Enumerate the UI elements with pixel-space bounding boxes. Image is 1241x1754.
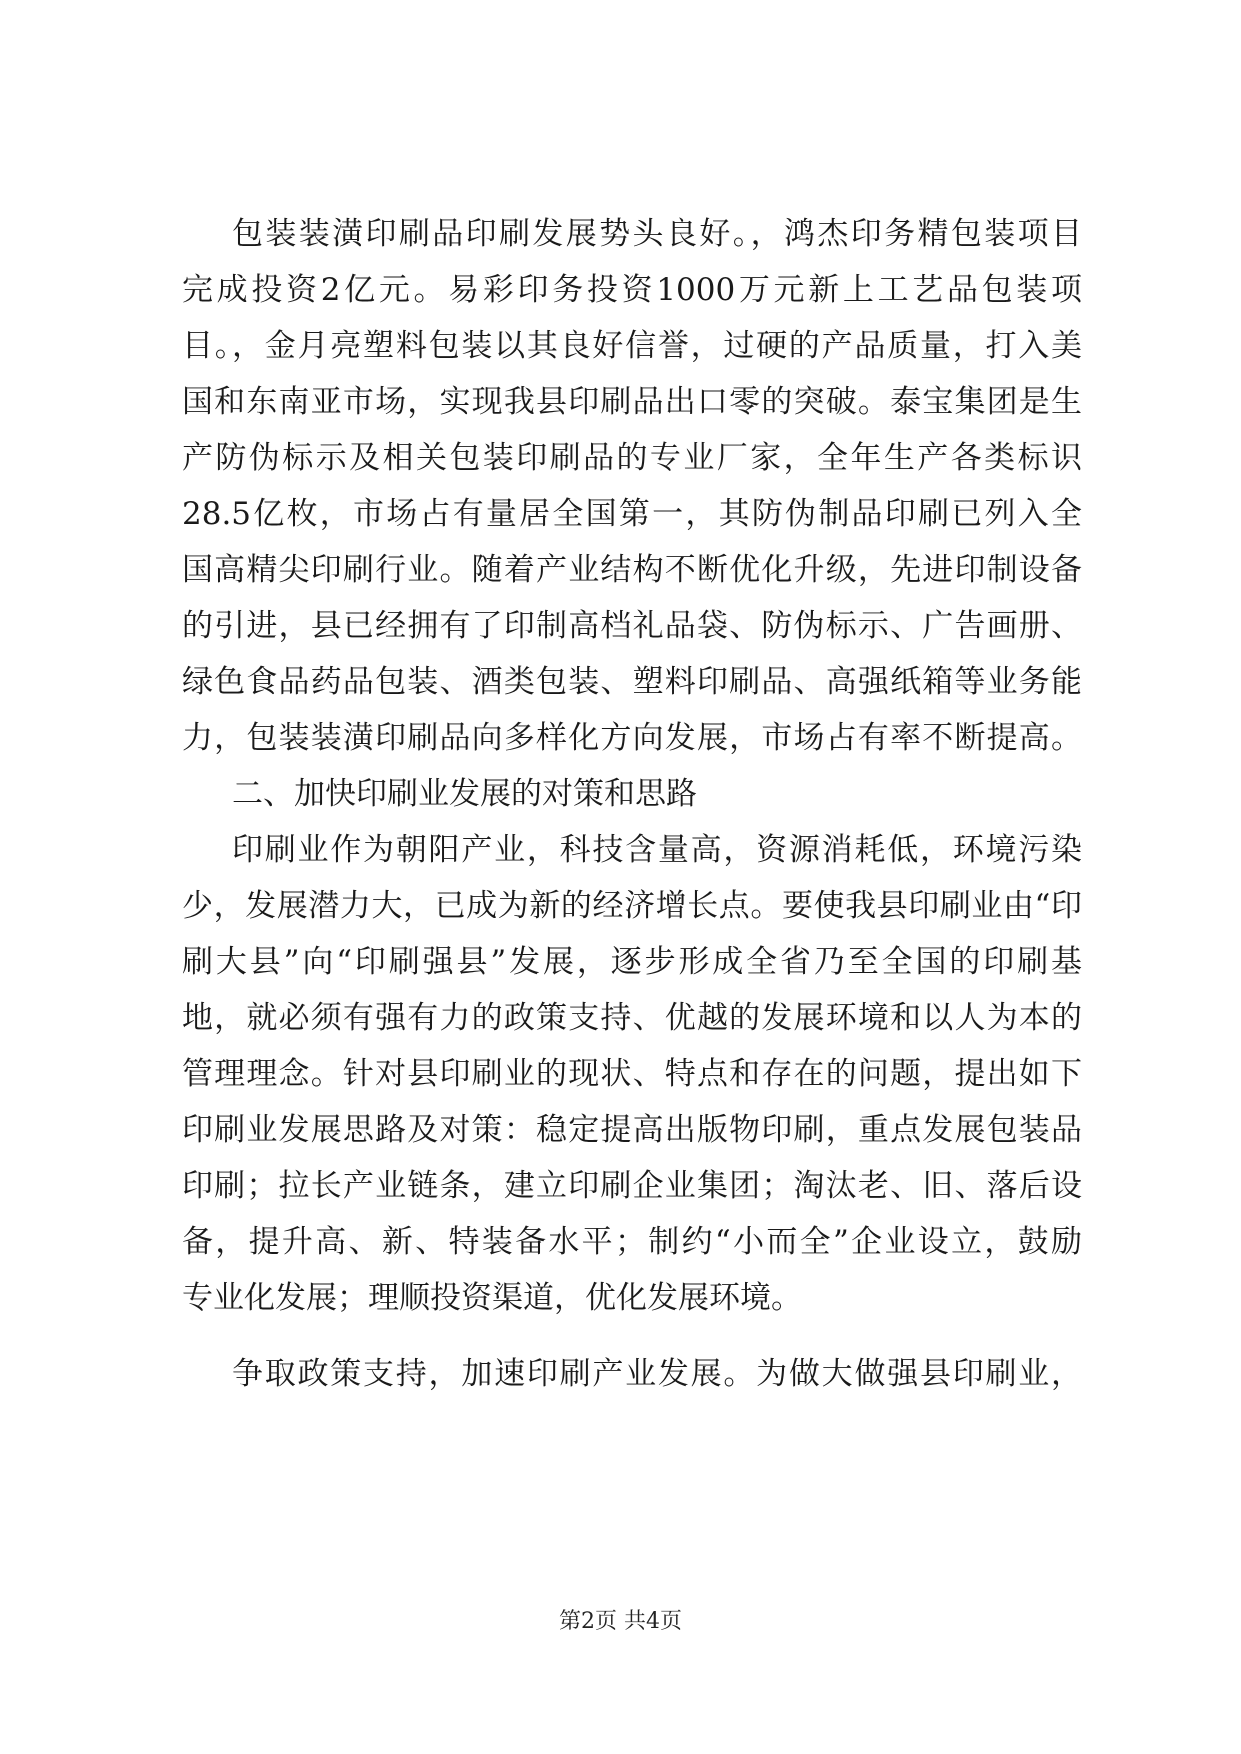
paragraph-line: 刷大县”向“印刷强县”发展，逐步形成全省乃至全国的印刷基 [182, 944, 1082, 980]
paragraph-line: 管理理念。针对县印刷业的现状、特点和存在的问题，提出如下 [182, 1056, 1082, 1092]
paragraph-line: 包装装潢印刷品印刷发展势头良好。，鸿杰印务精包装项目 [232, 216, 1082, 252]
paragraph-line: 国高精尖印刷行业。随着产业结构不断优化升级，先进印制设备 [182, 552, 1082, 588]
paragraph-line: 的引进，县已经拥有了印制高档礼品袋、防伪标示、广告画册、 [182, 608, 1082, 644]
paragraph-line: 印刷业发展思路及对策：稳定提高出版物印刷，重点发展包装品 [182, 1112, 1082, 1148]
paragraph-line: 绿色食品药品包装、酒类包装、塑料印刷品、高强纸箱等业务能 [182, 664, 1082, 700]
paragraph-line: 产防伪标示及相关包装印刷品的专业厂家，全年生产各类标识 [182, 440, 1082, 476]
paragraph-line: 地，就必须有强有力的政策支持、优越的发展环境和以人为本的 [182, 1000, 1082, 1036]
paragraph-line: 备，提升高、新、特装备水平；制约“小而全”企业设立，鼓励 [182, 1224, 1082, 1260]
paragraph-line: 少，发展潜力大，已成为新的经济增长点。要使我县印刷业由“印 [182, 888, 1082, 924]
section-heading: 二、加快印刷业发展的对策和思路 [232, 776, 697, 812]
paragraph-line: 印刷业作为朝阳产业，科技含量高，资源消耗低，环境污染 [232, 832, 1082, 868]
paragraph-line: 国和东南亚市场，实现我县印刷品出口零的突破。泰宝集团是生 [182, 384, 1082, 420]
paragraph-line: 28.5亿枚，市场占有量居全国第一，其防伪制品印刷已列入全 [182, 496, 1082, 532]
paragraph-line: 争取政策支持，加速印刷产业发展。为做大做强县印刷业， [232, 1356, 1082, 1392]
paragraph-line: 专业化发展；理顺投资渠道，优化发展环境。 [182, 1280, 802, 1316]
paragraph-line: 印刷；拉长产业链条，建立印刷企业集团；淘汰老、旧、落后设 [182, 1168, 1082, 1204]
paragraph-line: 完成投资2亿元。易彩印务投资1000万元新上工艺品包装项 [182, 272, 1082, 308]
paragraph-line: 目。，金月亮塑料包装以其良好信誉，过硬的产品质量，打入美 [182, 328, 1082, 364]
page-number-footer: 第2页 共4页 [559, 1609, 682, 1634]
paragraph-line: 力，包装装潢印刷品向多样化方向发展，市场占有率不断提高。 [182, 720, 1082, 756]
